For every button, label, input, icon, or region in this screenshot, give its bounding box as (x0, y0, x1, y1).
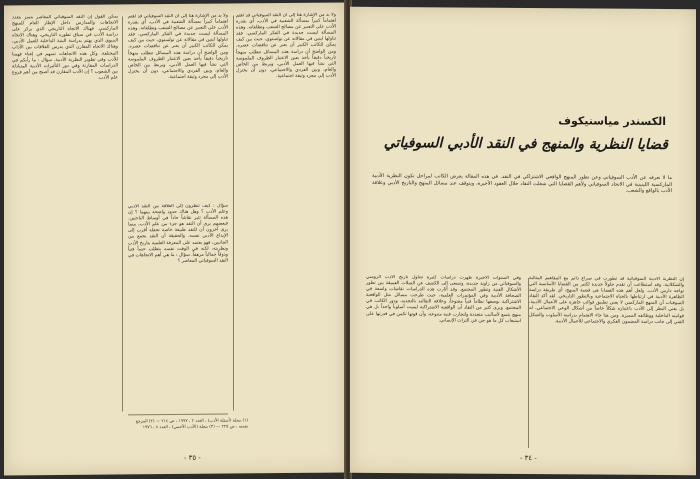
article-title: قضايا النظرية والمنهج في النقد الأدبي السوفياتي (383, 135, 668, 154)
footnote-rule (128, 414, 228, 416)
left-page-column-middle (128, 204, 228, 405)
article-intro: ما لا نعرفه عن الأدب السوفياتي وعن تطور المنهج الواقعي الاشتراكي في النقد. في هذه المقالة يعرض الكاتب لمراحل تكون النظرية الأدبية الماركسية اللينينية في الاتحاد السوفياتي ولأهم القضايا التي شغلت النقاد خلال العقود الأخيرة، ويتوقف عند مسائل المنهج والتاريخ الأدبي وعلاقة الأدب بالواقع والشعب. (372, 172, 672, 195)
article-author: الكسندر مياسنيكوف (558, 114, 666, 128)
left-page-column-right (236, 13, 336, 414)
left-page-number: - ٣٥ - (184, 453, 201, 462)
left-page-column-middle-text: سؤال : كيف تنظرون إلى العلاقة بين النقد الأدبي وعلم الأدب ؟ وهل هناك حدود واضحة بينهما ؟ إن هذه المسألة تثير نقاشاً حاداً في أوساط الباحثين. فبعضهم يرى أن النقد هو جزء من علم الأدب، بينما يرى آخرون أن للنقد طبيعة خاصة تجعله أقرب إلى الإبداع الأدبي نفسه. والحقيقة أن النقد يجمع بين الجانبين، فهو يعتمد على المعرفة العلمية بتاريخ الأدب ونظريته، لكنه في الوقت نفسه يتطلب حساً فنياً وذوقاً جمالياً مرهفاً. سؤال : ما هي أهم الاتجاهات في النقد السوفياتي المعاصر ؟ (128, 203, 228, 264)
column-divider (122, 16, 123, 411)
left-page-column-middle-top (128, 14, 228, 200)
right-page (350, 7, 696, 475)
right-page-column-left-text: وفي السنوات الأخيرة ظهرت دراسات كثيرة تتناول تاريخ الأدب الروسي والسوفياتي من زاوية جديدة، وتسعى إلى الكشف عن الصلات العميقة بين تطور الأشكال الفنية وتطور المجتمع. وقد أثارت هذه الدراسات نقاشات واسعة في الصحافة الأدبية وفي المؤتمرات العلمية، حيث طرحت مسائل مثل الواقعية الاشتراكية بوصفها نظاماً فنياً مفتوحاً، وعلاقة التقاليد بالتجديد، ودور الكاتب في المجتمع. ويرى كثير من النقاد أن الواقعية الاشتراكية ليست أسلوباً واحداً بل هي منهج يتسع لأساليب متعددة ولتجارب فنية متنوعة، وأن قوتها تكمن في قدرتها على استيعاب كل ما هو حي في التراث الإنساني. (366, 274, 521, 324)
left-page-column-middle-top-text: ولا بد من الإشارة هنا إلى أن النقد السوفياتي قد اهتم اهتماماً كبيراً بمسألة الشعبية في الأدب، أي بقدرة الأدب على التعبير عن مصالح الشعب وتطلعاته. وهذه المسألة ليست جديدة في الفكر الماركسي، فقد تناولها لينين في مقالاته عن تولستوي، حيث بين كيف يمكن للكاتب الكبير أن يعبر عن تناقضات عصره. ومن الواضح أن دراسة هذه المسائل تتطلب منهجاً تاريخياً دقيقاً يأخذ بعين الاعتبار الظروف الملموسة التي نشأ فيها العمل الأدبي، ويربط بين الخاص والعام، وبين الفردي والاجتماعي، دون أن يختزل الأدب إلى مجرد وثيقة اجتماعية. (128, 13, 228, 80)
left-page-column-left (12, 14, 118, 425)
left-page (4, 3, 346, 476)
column-divider (528, 278, 529, 448)
right-page-column-right (529, 276, 684, 452)
column-divider (233, 15, 234, 410)
left-page-footnotes: (١) مجلة (أسئلة الأدب) ، العدد ٢ ، ١٩٧٧ ، ص ٢١٤ — (٢) المرجع نفسه ، ص ٢٢٥ — (٣) مجلة (الأدب الأجنبي) ، العدد ٨ ، ١٩٧٦ (135, 417, 248, 429)
right-page-column-right-text: إن النظرية الأدبية السوفياتية قد تطورت في صراع دائم مع المفاهيم المثالية والشكلانية، وقد استطاعت أن تقدم حلولاً جديدة لكثير من القضايا الأساسية التي تواجه دارس الأدب. ولعل أهم هذه القضايا هي قضية المنهج، أي طريقة دراسة الظاهرة الأدبية في ارتباطها بالحياة الاجتماعية وبالتطور التاريخي. لقد أكد النقاد السوفيات أن المنهج الماركسي لا يعني تطبيق قوالب جاهزة على الأعمال الأدبية، بل يعني النظر إلى الأدب باعتباره شكلاً خاصاً من أشكال الوعي الاجتماعي، له قوانينه الداخلية ووظائفه المميزة. ومن هنا جاء الاهتمام بدراسة الأسلوب والشكل الفني إلى جانب دراسة المضمون الفكري والاجتماعي للأعمال الأدبية. (529, 276, 684, 325)
left-page-column-right-text: ولا بد من الإشارة هنا إلى أن النقد السوفياتي قد اهتم اهتماماً كبيراً بمسألة الشعبية في الأدب، أي بقدرة الأدب على التعبير عن مصالح الشعب وتطلعاته. وهذه المسألة ليست جديدة في الفكر الماركسي، فقد تناولها لينين في مقالاته عن تولستوي، حيث بين كيف يمكن للكاتب الكبير أن يعبر عن تناقضات عصره. ومن الواضح أن دراسة هذه المسائل تتطلب منهجاً تاريخياً دقيقاً يأخذ بعين الاعتبار الظروف الملموسة التي نشأ فيها العمل الأدبي، ويربط بين الخاص والعام، وبين الفردي والاجتماعي، دون أن يختزل الأدب إلى مجرد وثيقة اجتماعية. (236, 12, 336, 80)
right-page-number: - ٣٤ - (520, 453, 537, 463)
right-page-column-left (366, 275, 521, 451)
left-page-column-left-text: يمكن القول إن النقد السوفياتي المعاصر يتميز بتعدد الاتجاهات والمدارس داخل الإطار العام للمنهج الماركسي. فهناك الاتجاه التاريخي الذي يركز على دراسة الأدب في سياق تطوره التاريخي، وهناك الاتجاه البنيوي الذي يهتم بدراسة البنية الداخلية للعمل الأدبي، وهناك الاتجاه المقارن الذي يدرس العلاقات بين الآداب المختلفة. وكل هذه الاتجاهات تسهم في إغناء فهمنا للأدب وفي تطوير النظرية الأدبية. سؤال : ما رأيكم في الدراسات المقارنة وفي دور التأثيرات الأدبية المتبادلة بين الشعوب ؟ إن الأدب المقارن قد أصبح من أهم فروع علم الأدب. (12, 14, 118, 81)
